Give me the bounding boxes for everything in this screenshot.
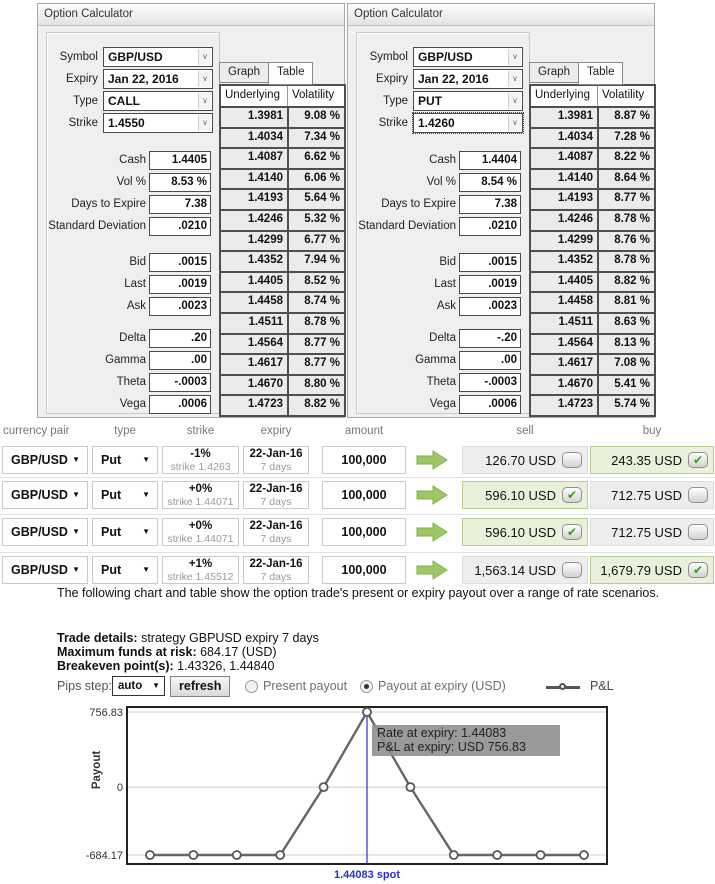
chevron-down-icon: ∨	[508, 93, 521, 109]
window-title: Option Calculator	[38, 4, 344, 26]
buy-option-price: 1,679.79 USD	[600, 562, 682, 578]
days-to-expire-field[interactable]: 7.38	[459, 195, 521, 214]
expiry-value: Jan 22, 2016	[418, 72, 489, 86]
volatility-cell: 9.08 %	[287, 106, 344, 127]
theta-label: Theta	[426, 376, 456, 388]
chevron-down-icon: ▼	[142, 490, 150, 499]
theta-field[interactable]: -.0003	[459, 373, 521, 392]
delta-label: Delta	[429, 332, 456, 344]
type-dropdown[interactable]	[92, 518, 158, 546]
sell-option	[462, 556, 588, 584]
data-point-marker[interactable]	[320, 783, 328, 791]
strike-cell	[162, 446, 239, 474]
strike-cell-sub: strike 1.44071	[167, 533, 234, 545]
volatility-cell: 8.13 %	[597, 333, 654, 354]
type-dropdown-value: Put	[101, 488, 122, 502]
data-point-marker[interactable]	[233, 851, 241, 859]
chevron-down-icon: ▼	[142, 455, 150, 464]
volatility-cell: 6.06 %	[287, 168, 344, 189]
payout-chart	[0, 698, 715, 884]
volatility-cell: 8.63 %	[597, 312, 654, 333]
gamma-label: Gamma	[415, 354, 456, 366]
y-axis-title: Payout	[91, 750, 103, 790]
data-point-marker[interactable]	[406, 783, 414, 791]
type-dropdown-value: Put	[101, 563, 122, 577]
volatility-cell: 8.78 %	[597, 209, 654, 230]
y-tick-label: 0	[116, 782, 123, 795]
symbol-dropdown[interactable]	[413, 47, 523, 67]
sell-option-price: 596.10 USD	[485, 524, 556, 540]
gamma-label: Gamma	[105, 354, 146, 366]
chevron-down-icon: ▼	[152, 681, 160, 690]
currency-pair-dropdown[interactable]	[2, 481, 88, 509]
buy-option	[590, 518, 714, 546]
trade-column-header-sell: sell	[516, 425, 534, 437]
volatility-cell: 8.76 %	[597, 230, 654, 251]
strike-cell-main: +1%	[188, 558, 213, 570]
expiry-cell-sub: 7 days	[260, 533, 292, 545]
volatility-cell: 6.62 %	[287, 147, 344, 168]
expiry-cell-sub: 7 days	[260, 571, 292, 583]
buy-option-price: 712.75 USD	[611, 524, 682, 540]
volatility-cell: 5.74 %	[597, 394, 654, 415]
currency-pair-dropdown-value: GBP/USD	[11, 563, 68, 577]
vega-label: Vega	[119, 398, 146, 410]
trade-column-header-expiry: expiry	[260, 425, 292, 437]
trade-column-header-buy: buy	[642, 425, 662, 437]
underlying-cell: 1.4564	[221, 333, 287, 354]
expiry-cell-sub: 7 days	[260, 461, 292, 473]
payout-description: The following chart and table show the option trade's present or expiry payout over a range of rate scenarios.	[57, 586, 660, 600]
currency-pair-dropdown-value: GBP/USD	[11, 488, 68, 502]
buy-option-price: 712.75 USD	[611, 487, 682, 503]
underlying-cell: 1.4246	[531, 209, 597, 230]
volatility-cell: 8.80 %	[287, 374, 344, 395]
gamma-field[interactable]: .00	[149, 351, 211, 370]
data-point-marker[interactable]	[363, 708, 371, 716]
data-point-marker[interactable]	[537, 851, 545, 859]
strike-dropdown[interactable]	[413, 113, 523, 133]
legend-marker-icon	[559, 683, 566, 690]
days-to-expire-label: Days to Expire	[71, 198, 146, 210]
days-to-expire-field[interactable]: 7.38	[149, 195, 211, 214]
sell-option-price: 596.10 USD	[485, 487, 556, 503]
expiry-cell-main: 22-Jan-16	[249, 558, 303, 570]
green-arrow-icon	[415, 450, 449, 475]
standard-deviation-field[interactable]: .0210	[459, 217, 521, 236]
underlying-cell: 1.4246	[221, 209, 287, 230]
strike-label: Strike	[378, 117, 408, 129]
chevron-down-icon: ∨	[508, 49, 521, 65]
payout-at-expiry-label: Payout at expiry (USD)	[378, 679, 506, 693]
volatility-cell: 8.74 %	[287, 291, 344, 312]
bid-label: Bid	[129, 256, 146, 268]
underlying-cell: 1.4140	[531, 168, 597, 189]
buy-option	[590, 446, 714, 474]
strike-value: 1.4260	[418, 116, 455, 130]
chevron-down-icon: ▼	[142, 527, 150, 536]
sell-option-checkbox[interactable]	[562, 562, 582, 578]
pips-step-select[interactable]	[112, 676, 165, 696]
underlying-cell: 1.4511	[531, 312, 597, 333]
expiry-dropdown[interactable]	[103, 69, 213, 89]
payout-at-expiry-radio[interactable]	[360, 680, 373, 693]
strike-cell-main: +0%	[188, 520, 213, 532]
data-point-marker[interactable]	[580, 851, 588, 859]
volatility-cell: 5.32 %	[287, 209, 344, 230]
tab-table[interactable]: Table	[578, 62, 624, 85]
chevron-down-icon: ▼	[142, 565, 150, 574]
green-arrow-icon	[415, 560, 449, 585]
volatility-table	[219, 84, 346, 417]
volatility-cell: 8.77 %	[287, 333, 344, 354]
row-separator	[0, 552, 715, 553]
underlying-cell: 1.4670	[531, 374, 597, 395]
row-separator	[0, 477, 715, 478]
underlying-cell: 1.4723	[221, 394, 287, 415]
data-point-marker[interactable]	[189, 851, 197, 859]
data-point-marker[interactable]	[493, 851, 501, 859]
sell-option	[462, 518, 588, 546]
tab-graph[interactable]: Graph	[219, 62, 269, 83]
theta-field[interactable]: -.0003	[149, 373, 211, 392]
tooltip-pl-line: P&L at expiry: USD 756.83	[377, 740, 526, 754]
present-payout-label: Present payout	[263, 679, 348, 693]
trade-column-header-strike: strike	[186, 425, 215, 437]
volatility-cell: 8.77 %	[287, 353, 344, 374]
underlying-cell: 1.4193	[221, 188, 287, 209]
buy-option	[590, 556, 714, 584]
volatility-cell: 8.87 %	[597, 106, 654, 127]
sell-option	[462, 481, 588, 509]
window-title: Option Calculator	[348, 4, 654, 26]
type-label: Type	[73, 95, 98, 107]
underlying-cell: 1.4352	[221, 250, 287, 271]
last-field[interactable]: .0019	[149, 275, 211, 294]
breakeven-line	[57, 659, 275, 673]
chevron-down-icon: ∨	[198, 71, 211, 87]
type-value: PUT	[418, 94, 442, 108]
buy-option-price: 243.35 USD	[611, 452, 682, 468]
expiry-cell	[243, 481, 309, 509]
buy-option-checkbox[interactable]	[688, 524, 708, 540]
data-point-marker[interactable]	[276, 851, 284, 859]
last-label: Last	[434, 278, 456, 290]
days-to-expire-label: Days to Expire	[381, 198, 456, 210]
trade-column-header-type: type	[114, 425, 136, 437]
amount-field[interactable]: 100,000	[322, 481, 406, 509]
gamma-field[interactable]: .00	[459, 351, 521, 370]
pips-step-value: auto	[118, 680, 143, 692]
amount-field[interactable]: 100,000	[322, 446, 406, 474]
vega-field[interactable]: .0006	[459, 395, 521, 414]
option-calculator-window	[37, 3, 345, 418]
vol-label: Vol %	[426, 176, 456, 188]
underlying-cell: 1.4299	[531, 230, 597, 251]
standard-deviation-field[interactable]: .0210	[149, 217, 211, 236]
chevron-down-icon: ▼	[72, 455, 80, 464]
currency-pair-dropdown-value: GBP/USD	[11, 525, 68, 539]
tab-table[interactable]: Table	[268, 62, 314, 85]
column-header-volatility: Volatility	[597, 86, 654, 106]
vol-field[interactable]: 8.53 %	[149, 173, 211, 192]
trade-details-value: strategy GBPUSD expiry 7 days	[137, 631, 319, 645]
type-dropdown[interactable]	[92, 446, 158, 474]
currency-pair-dropdown[interactable]	[2, 446, 88, 474]
bid-field[interactable]: .0015	[459, 253, 521, 272]
chevron-down-icon: ▼	[72, 490, 80, 499]
type-dropdown[interactable]	[103, 91, 213, 111]
strike-cell	[162, 556, 239, 584]
chart-controls	[57, 676, 715, 698]
underlying-cell: 1.4564	[531, 333, 597, 354]
underlying-cell: 1.4458	[221, 291, 287, 312]
sell-option-checkbox[interactable]	[562, 452, 582, 468]
expiry-value: Jan 22, 2016	[108, 72, 179, 86]
type-dropdown-value: Put	[101, 453, 122, 467]
delta-field[interactable]: -.20	[459, 329, 521, 348]
graph-table-tabs	[529, 62, 622, 85]
type-label: Type	[383, 95, 408, 107]
currency-pair-dropdown[interactable]	[2, 518, 88, 546]
chevron-down-icon: ∨	[198, 115, 211, 131]
underlying-cell: 1.4617	[531, 353, 597, 374]
symbol-dropdown[interactable]	[103, 47, 213, 67]
vol-field[interactable]: 8.54 %	[459, 173, 521, 192]
volatility-cell: 7.94 %	[287, 250, 344, 271]
breakeven-value: 1.43326, 1.44840	[173, 659, 275, 673]
type-dropdown[interactable]	[92, 481, 158, 509]
underlying-cell: 1.4087	[221, 147, 287, 168]
sell-option-checkbox[interactable]: ✔	[562, 487, 582, 503]
underlying-cell: 1.3981	[221, 106, 287, 127]
expiry-dropdown[interactable]	[413, 69, 523, 89]
cash-label: Cash	[429, 154, 456, 166]
tooltip-rate-line: Rate at expiry: 1.44083	[377, 726, 507, 740]
trade-column-header-currency-pair: currency pair	[3, 425, 70, 437]
underlying-cell: 1.4617	[221, 353, 287, 374]
underlying-cell: 1.4140	[221, 168, 287, 189]
theta-label: Theta	[116, 376, 146, 388]
bid-field[interactable]: .0015	[149, 253, 211, 272]
strike-cell-sub: strike 1.45512	[167, 571, 234, 583]
volatility-cell: 8.82 %	[287, 394, 344, 415]
symbol-value: GBP/USD	[418, 50, 473, 64]
strike-cell-main: +0%	[188, 483, 213, 495]
vega-field[interactable]: .0006	[149, 395, 211, 414]
strike-value: 1.4550	[108, 116, 145, 130]
last-field[interactable]: .0019	[459, 275, 521, 294]
volatility-cell: 8.52 %	[287, 271, 344, 292]
underlying-cell: 1.4299	[221, 230, 287, 251]
strike-cell-sub: strike 1.4263	[170, 461, 231, 473]
buy-option-checkbox[interactable]	[688, 487, 708, 503]
buy-option-checkbox[interactable]: ✔	[688, 452, 708, 468]
chevron-down-icon: ∨	[198, 93, 211, 109]
volatility-cell: 5.41 %	[597, 374, 654, 395]
expiry-cell	[243, 556, 309, 584]
y-tick-label: 756.83	[89, 707, 123, 719]
green-arrow-icon	[415, 485, 449, 510]
option-calculator-window	[347, 3, 655, 418]
trade-details-label: Trade details:	[57, 631, 138, 645]
row-separator	[0, 514, 715, 515]
chevron-down-icon: ∨	[508, 115, 521, 131]
underlying-cell: 1.4034	[531, 127, 597, 148]
data-point-marker[interactable]	[450, 851, 458, 859]
volatility-cell: 8.81 %	[597, 291, 654, 312]
type-dropdown[interactable]	[413, 91, 523, 111]
sell-option-checkbox[interactable]: ✔	[562, 524, 582, 540]
expiry-cell-sub: 7 days	[260, 496, 292, 508]
volatility-cell: 8.78 %	[597, 250, 654, 271]
expiry-cell	[243, 446, 309, 474]
underlying-cell: 1.4511	[221, 312, 287, 333]
underlying-cell: 1.4723	[531, 394, 597, 415]
volatility-table	[529, 84, 656, 417]
cash-label: Cash	[119, 154, 146, 166]
ask-label: Ask	[436, 300, 456, 312]
strike-cell	[162, 481, 239, 509]
volatility-cell: 8.78 %	[287, 312, 344, 333]
volatility-cell: 5.64 %	[287, 188, 344, 209]
y-tick-label: -684.17	[85, 850, 123, 862]
volatility-cell: 7.34 %	[287, 127, 344, 148]
underlying-cell: 1.3981	[531, 106, 597, 127]
cash-field[interactable]: 1.4404	[459, 151, 521, 170]
chevron-down-icon: ∨	[508, 71, 521, 87]
refresh-button[interactable]: refresh	[170, 676, 230, 697]
chevron-down-icon: ∨	[198, 49, 211, 65]
underlying-cell: 1.4087	[531, 147, 597, 168]
strike-label: Strike	[68, 117, 98, 129]
type-dropdown[interactable]	[92, 556, 158, 584]
vol-label: Vol %	[116, 176, 146, 188]
max-funds-value: 684.17 (USD)	[196, 645, 277, 659]
chevron-down-icon: ▼	[72, 527, 80, 536]
symbol-label: Symbol	[59, 51, 98, 63]
strike-dropdown[interactable]	[103, 113, 213, 133]
amount-field[interactable]: 100,000	[322, 518, 406, 546]
spot-label: 1.44083 spot	[333, 869, 401, 881]
max-funds-line	[57, 645, 277, 659]
underlying-cell: 1.4034	[221, 127, 287, 148]
volatility-cell: 8.77 %	[597, 188, 654, 209]
volatility-cell: 7.08 %	[597, 353, 654, 374]
expiry-label: Expiry	[66, 73, 98, 85]
currency-pair-dropdown-value: GBP/USD	[11, 453, 68, 467]
type-value: CALL	[108, 94, 140, 108]
expiry-label: Expiry	[376, 73, 408, 85]
strike-cell-main: -1%	[190, 448, 211, 460]
green-arrow-icon	[415, 522, 449, 547]
volatility-cell: 8.22 %	[597, 147, 654, 168]
underlying-cell: 1.4405	[531, 271, 597, 292]
underlying-cell: 1.4352	[531, 250, 597, 271]
symbol-value: GBP/USD	[108, 50, 163, 64]
present-payout-radio[interactable]	[245, 680, 258, 693]
buy-option-checkbox[interactable]: ✔	[688, 562, 708, 578]
underlying-cell: 1.4405	[221, 271, 287, 292]
underlying-cell: 1.4193	[531, 188, 597, 209]
volatility-cell: 7.28 %	[597, 127, 654, 148]
column-header-underlying: Underlying	[531, 86, 597, 106]
column-header-volatility: Volatility	[287, 86, 344, 106]
expiry-cell-main: 22-Jan-16	[249, 483, 303, 495]
legend-series-label: P&L	[590, 679, 614, 693]
expiry-cell-main: 22-Jan-16	[249, 520, 303, 532]
buy-option	[590, 481, 714, 509]
ask-label: Ask	[126, 300, 146, 312]
sell-option-price: 1,563.14 USD	[474, 562, 556, 578]
vega-label: Vega	[429, 398, 456, 410]
bid-label: Bid	[439, 256, 456, 268]
volatility-cell: 8.64 %	[597, 168, 654, 189]
underlying-cell: 1.4458	[531, 291, 597, 312]
type-dropdown-value: Put	[101, 525, 122, 539]
sell-option-price: 126.70 USD	[485, 452, 556, 468]
symbol-label: Symbol	[369, 51, 408, 63]
expiry-cell	[243, 518, 309, 546]
delta-field[interactable]: .20	[149, 329, 211, 348]
data-point-marker[interactable]	[146, 851, 154, 859]
volatility-cell: 8.82 %	[597, 271, 654, 292]
max-funds-label: Maximum funds at risk:	[57, 645, 197, 659]
trade-details-line	[57, 631, 319, 645]
cash-field[interactable]: 1.4405	[149, 151, 211, 170]
expiry-cell-main: 22-Jan-16	[249, 448, 303, 460]
ask-field[interactable]: .0023	[149, 297, 211, 316]
last-label: Last	[124, 278, 146, 290]
chevron-down-icon: ▼	[72, 565, 80, 574]
strike-cell-sub: strike 1.44071	[167, 496, 234, 508]
breakeven-label: Breakeven point(s):	[57, 659, 174, 673]
ask-field[interactable]: .0023	[459, 297, 521, 316]
standard-deviation-label: Standard Deviation	[358, 220, 456, 232]
delta-label: Delta	[119, 332, 146, 344]
underlying-cell: 1.4670	[221, 374, 287, 395]
volatility-cell: 6.77 %	[287, 230, 344, 251]
amount-field[interactable]: 100,000	[322, 556, 406, 584]
sell-option	[462, 446, 588, 474]
pips-step-label: Pips step:	[57, 679, 112, 693]
currency-pair-dropdown[interactable]	[2, 556, 88, 584]
column-header-underlying: Underlying	[221, 86, 287, 106]
trade-column-header-amount: amount	[344, 425, 384, 437]
standard-deviation-label: Standard Deviation	[48, 220, 146, 232]
tab-graph[interactable]: Graph	[529, 62, 579, 83]
strike-cell	[162, 518, 239, 546]
graph-table-tabs	[219, 62, 312, 85]
